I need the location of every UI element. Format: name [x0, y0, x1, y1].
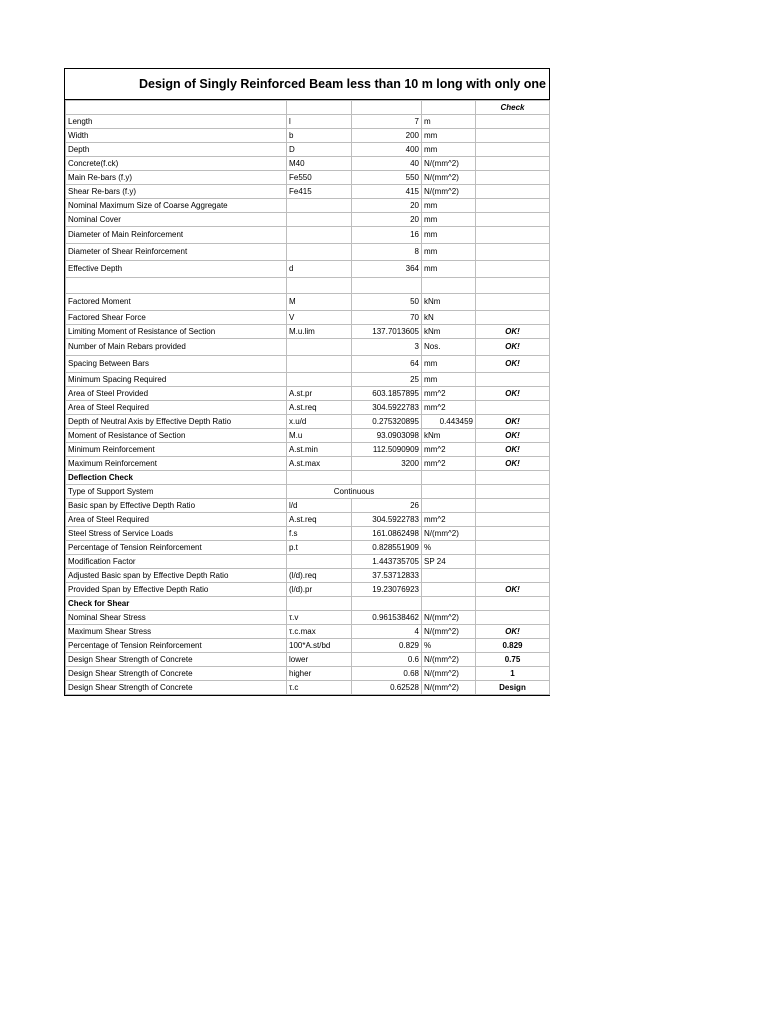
row-symbol[interactable]: Fe415: [287, 185, 352, 199]
empty-cell[interactable]: [287, 278, 352, 294]
section-heading[interactable]: Check for Shear: [66, 597, 287, 611]
row-symbol[interactable]: A.st.req: [287, 513, 352, 527]
table-row: [66, 471, 550, 485]
table-row: [66, 499, 550, 513]
row-value[interactable]: 112.5090909: [352, 443, 422, 457]
row-label[interactable]: Depth of Neutral Axis by Effective Depth Ratio: [66, 415, 287, 429]
row-unit[interactable]: N/(mm^2): [422, 653, 476, 667]
row-value[interactable]: 400: [352, 143, 422, 157]
table-row: [66, 339, 550, 356]
row-symbol[interactable]: x.u/d: [287, 415, 352, 429]
row-label[interactable]: Nominal Shear Stress: [66, 611, 287, 625]
table-row: [66, 611, 550, 625]
row-check[interactable]: [476, 199, 550, 213]
table-row: [66, 387, 550, 401]
row-label[interactable]: Modification Factor: [66, 555, 287, 569]
row-symbol[interactable]: A.st.req: [287, 401, 352, 415]
table-row: [66, 157, 550, 171]
row-check[interactable]: OK!: [476, 457, 550, 471]
row-value[interactable]: 137.7013605: [352, 325, 422, 339]
row-unit[interactable]: mm^2: [422, 401, 476, 415]
empty-cell[interactable]: [422, 597, 476, 611]
section-heading[interactable]: Deflection Check: [66, 471, 287, 485]
row-unit[interactable]: mm: [422, 244, 476, 261]
row-unit[interactable]: mm: [422, 356, 476, 373]
row-symbol[interactable]: (l/d).req: [287, 569, 352, 583]
row-symbol[interactable]: [287, 244, 352, 261]
row-unit[interactable]: kNm: [422, 294, 476, 311]
row-check[interactable]: [476, 499, 550, 513]
table-row: [66, 653, 550, 667]
table-row: [66, 513, 550, 527]
row-symbol[interactable]: f.s: [287, 527, 352, 541]
row-label[interactable]: Factored Moment: [66, 294, 287, 311]
row-unit[interactable]: mm^2: [422, 513, 476, 527]
row-check[interactable]: [476, 513, 550, 527]
row-value[interactable]: 16: [352, 227, 422, 244]
row-unit[interactable]: mm: [422, 129, 476, 143]
row-symbol[interactable]: [287, 199, 352, 213]
table-row: [66, 373, 550, 387]
row-check[interactable]: [476, 569, 550, 583]
row-value[interactable]: 70: [352, 311, 422, 325]
row-symbol[interactable]: τ.v: [287, 611, 352, 625]
row-unit[interactable]: SP 24: [422, 555, 476, 569]
row-check[interactable]: 1: [476, 667, 550, 681]
row-value[interactable]: 0.961538462: [352, 611, 422, 625]
row-check[interactable]: [476, 129, 550, 143]
row-label[interactable]: Type of Support System: [66, 485, 287, 499]
row-check[interactable]: OK!: [476, 387, 550, 401]
table-row: [66, 199, 550, 213]
table-row: [66, 171, 550, 185]
table-row: [66, 115, 550, 129]
row-value[interactable]: 415: [352, 185, 422, 199]
empty-cell[interactable]: [352, 278, 422, 294]
row-check[interactable]: [476, 541, 550, 555]
table-row: [66, 244, 550, 261]
row-label[interactable]: Diameter of Main Reinforcement: [66, 227, 287, 244]
row-label[interactable]: Factored Shear Force: [66, 311, 287, 325]
row-check[interactable]: OK!: [476, 429, 550, 443]
row-symbol[interactable]: p.t: [287, 541, 352, 555]
header-label-cell[interactable]: [66, 101, 287, 115]
row-unit[interactable]: mm: [422, 199, 476, 213]
table-row: [66, 325, 550, 339]
row-symbol[interactable]: D: [287, 143, 352, 157]
empty-cell[interactable]: [422, 485, 476, 499]
design-table-body: [66, 101, 550, 695]
empty-cell[interactable]: [476, 278, 550, 294]
row-check[interactable]: [476, 115, 550, 129]
row-unit[interactable]: N/(mm^2): [422, 157, 476, 171]
table-row: [66, 415, 550, 429]
row-symbol[interactable]: M.u.lim: [287, 325, 352, 339]
row-value[interactable]: 50: [352, 294, 422, 311]
row-check[interactable]: [476, 261, 550, 278]
row-label[interactable]: Basic span by Effective Depth Ratio: [66, 499, 287, 513]
header-value-cell[interactable]: [352, 101, 422, 115]
row-value[interactable]: 3200: [352, 457, 422, 471]
row-unit[interactable]: mm: [422, 227, 476, 244]
table-row: [66, 129, 550, 143]
row-label[interactable]: Length: [66, 115, 287, 129]
table-row: [66, 583, 550, 597]
table-row: [66, 311, 550, 325]
row-label[interactable]: Main Re-bars (f.y): [66, 171, 287, 185]
row-symbol[interactable]: b: [287, 129, 352, 143]
empty-cell[interactable]: [287, 471, 352, 485]
table-row: [66, 294, 550, 311]
design-table: [65, 100, 550, 695]
row-symbol[interactable]: Fe550: [287, 171, 352, 185]
row-label[interactable]: Number of Main Rebars provided: [66, 339, 287, 356]
row-label[interactable]: Moment of Resistance of Section: [66, 429, 287, 443]
row-unit[interactable]: mm: [422, 213, 476, 227]
row-unit[interactable]: N/(mm^2): [422, 171, 476, 185]
row-check[interactable]: OK!: [476, 625, 550, 639]
row-label[interactable]: Percentage of Tension Reinforcement: [66, 541, 287, 555]
row-check[interactable]: 0.829: [476, 639, 550, 653]
row-symbol[interactable]: [287, 213, 352, 227]
row-unit[interactable]: %: [422, 541, 476, 555]
row-value[interactable]: 25: [352, 373, 422, 387]
row-label[interactable]: Design Shear Strength of Concrete: [66, 681, 287, 695]
row-value[interactable]: 8: [352, 244, 422, 261]
empty-cell[interactable]: [476, 471, 550, 485]
row-unit[interactable]: kN: [422, 311, 476, 325]
row-value[interactable]: 40: [352, 157, 422, 171]
empty-cell[interactable]: [287, 597, 352, 611]
row-symbol[interactable]: τ.c: [287, 681, 352, 695]
row-label[interactable]: Area of Steel Required: [66, 513, 287, 527]
row-label[interactable]: Diameter of Shear Reinforcement: [66, 244, 287, 261]
row-check[interactable]: OK!: [476, 443, 550, 457]
row-label[interactable]: Effective Depth: [66, 261, 287, 278]
row-symbol[interactable]: higher: [287, 667, 352, 681]
table-row: [66, 485, 550, 499]
row-symbol[interactable]: M.u: [287, 429, 352, 443]
row-label[interactable]: Width: [66, 129, 287, 143]
table-row: [66, 213, 550, 227]
row-label[interactable]: Shear Re-bars (f.y): [66, 185, 287, 199]
row-unit[interactable]: [422, 499, 476, 513]
row-symbol[interactable]: [287, 555, 352, 569]
row-value[interactable]: 37.53712833: [352, 569, 422, 583]
row-label[interactable]: Maximum Reinforcement: [66, 457, 287, 471]
table-row: [66, 143, 550, 157]
row-value[interactable]: 4: [352, 625, 422, 639]
table-row: [66, 401, 550, 415]
row-value[interactable]: 0.62528: [352, 681, 422, 695]
row-value[interactable]: 161.0862498: [352, 527, 422, 541]
row-value[interactable]: 0.829: [352, 639, 422, 653]
row-symbol[interactable]: [287, 339, 352, 356]
row-unit[interactable]: N/(mm^2): [422, 185, 476, 199]
row-symbol[interactable]: [287, 227, 352, 244]
row-unit[interactable]: m: [422, 115, 476, 129]
row-value[interactable]: 20: [352, 213, 422, 227]
row-label[interactable]: Nominal Maximum Size of Coarse Aggregate: [66, 199, 287, 213]
row-check[interactable]: [476, 611, 550, 625]
row-value[interactable]: 20: [352, 199, 422, 213]
row-symbol[interactable]: A.st.pr: [287, 387, 352, 401]
row-value[interactable]: 19.23076923: [352, 583, 422, 597]
row-symbol[interactable]: M40: [287, 157, 352, 171]
row-check[interactable]: [476, 401, 550, 415]
row-value[interactable]: 64: [352, 356, 422, 373]
table-row: [66, 527, 550, 541]
row-check[interactable]: OK!: [476, 583, 550, 597]
row-unit[interactable]: mm^2: [422, 443, 476, 457]
empty-cell[interactable]: [352, 471, 422, 485]
table-row: [66, 443, 550, 457]
row-symbol[interactable]: d: [287, 261, 352, 278]
row-unit[interactable]: N/(mm^2): [422, 667, 476, 681]
row-symbol[interactable]: l: [287, 115, 352, 129]
empty-cell[interactable]: [422, 471, 476, 485]
row-label[interactable]: Steel Stress of Service Loads: [66, 527, 287, 541]
row-symbol[interactable]: (l/d).pr: [287, 583, 352, 597]
row-unit[interactable]: mm: [422, 261, 476, 278]
row-check[interactable]: OK!: [476, 339, 550, 356]
row-label[interactable]: Limiting Moment of Resistance of Section: [66, 325, 287, 339]
row-value[interactable]: 304.5922783: [352, 401, 422, 415]
sheet-title: Design of Singly Reinforced Beam less than 10 m long with only one: [65, 69, 549, 100]
row-unit[interactable]: kNm: [422, 429, 476, 443]
row-label[interactable]: Percentage of Tension Reinforcement: [66, 639, 287, 653]
row-label[interactable]: Area of Steel Provided: [66, 387, 287, 401]
row-unit[interactable]: [422, 569, 476, 583]
table-row: [66, 541, 550, 555]
table-row: [66, 639, 550, 653]
row-unit[interactable]: mm^2: [422, 457, 476, 471]
row-check[interactable]: [476, 294, 550, 311]
header-row: [66, 101, 550, 115]
row-check[interactable]: Design: [476, 681, 550, 695]
row-symbol[interactable]: V: [287, 311, 352, 325]
row-symbol[interactable]: l/d: [287, 499, 352, 513]
row-value[interactable]: 0.6: [352, 653, 422, 667]
row-check[interactable]: OK!: [476, 325, 550, 339]
row-symbol[interactable]: [287, 373, 352, 387]
row-label[interactable]: Minimum Spacing Required: [66, 373, 287, 387]
empty-cell[interactable]: [422, 278, 476, 294]
row-unit[interactable]: N/(mm^2): [422, 681, 476, 695]
table-row: [66, 555, 550, 569]
row-unit[interactable]: mm: [422, 143, 476, 157]
row-label[interactable]: Maximum Shear Stress: [66, 625, 287, 639]
row-unit[interactable]: mm^2: [422, 387, 476, 401]
row-unit[interactable]: kNm: [422, 325, 476, 339]
header-unit-cell[interactable]: [422, 101, 476, 115]
table-row: [66, 667, 550, 681]
row-check[interactable]: [476, 311, 550, 325]
spacer-row: [66, 278, 550, 294]
table-row: [66, 681, 550, 695]
row-value[interactable]: 26: [352, 499, 422, 513]
row-value[interactable]: 0.275320895: [352, 415, 422, 429]
table-row: [66, 429, 550, 443]
header-symbol-cell[interactable]: [287, 101, 352, 115]
row-check[interactable]: [476, 171, 550, 185]
row-check[interactable]: [476, 143, 550, 157]
empty-cell[interactable]: [352, 597, 422, 611]
row-check[interactable]: [476, 157, 550, 171]
table-row: [66, 227, 550, 244]
row-unit[interactable]: %: [422, 639, 476, 653]
row-check[interactable]: OK!: [476, 356, 550, 373]
row-symbol[interactable]: A.st.max: [287, 457, 352, 471]
row-symbol[interactable]: M: [287, 294, 352, 311]
row-value[interactable]: 3: [352, 339, 422, 356]
row-symbol[interactable]: τ.c.max: [287, 625, 352, 639]
row-value[interactable]: 1.443735705: [352, 555, 422, 569]
empty-cell[interactable]: [476, 597, 550, 611]
check-header[interactable]: Check: [476, 101, 550, 115]
table-row: [66, 261, 550, 278]
row-symbol[interactable]: 100*A.st/bd: [287, 639, 352, 653]
table-row: [66, 625, 550, 639]
row-value[interactable]: 200: [352, 129, 422, 143]
row-check[interactable]: [476, 555, 550, 569]
table-row: [66, 457, 550, 471]
row-unit[interactable]: 0.443459: [422, 415, 476, 429]
row-value[interactable]: 7: [352, 115, 422, 129]
row-check[interactable]: [476, 185, 550, 199]
row-check[interactable]: [476, 373, 550, 387]
table-row: [66, 569, 550, 583]
row-label[interactable]: Spacing Between Bars: [66, 356, 287, 373]
table-row: [66, 185, 550, 199]
table-row: [66, 597, 550, 611]
empty-cell[interactable]: [66, 278, 287, 294]
row-check[interactable]: [476, 213, 550, 227]
row-value[interactable]: 93.0903098: [352, 429, 422, 443]
row-label[interactable]: Area of Steel Required: [66, 401, 287, 415]
row-unit[interactable]: [422, 583, 476, 597]
row-value[interactable]: 0.828551909: [352, 541, 422, 555]
row-label[interactable]: Nominal Cover: [66, 213, 287, 227]
row-label[interactable]: Design Shear Strength of Concrete: [66, 667, 287, 681]
row-merged-value[interactable]: Continuous: [287, 485, 422, 499]
row-value[interactable]: 364: [352, 261, 422, 278]
row-symbol[interactable]: [287, 356, 352, 373]
row-label[interactable]: Concrete(f.ck): [66, 157, 287, 171]
row-label[interactable]: Provided Span by Effective Depth Ratio: [66, 583, 287, 597]
row-symbol[interactable]: lower: [287, 653, 352, 667]
row-unit[interactable]: N/(mm^2): [422, 611, 476, 625]
row-check[interactable]: OK!: [476, 415, 550, 429]
row-value[interactable]: 550: [352, 171, 422, 185]
empty-cell[interactable]: [476, 485, 550, 499]
spreadsheet: [64, 68, 550, 696]
row-label[interactable]: Minimum Reinforcement: [66, 443, 287, 457]
row-unit[interactable]: N/(mm^2): [422, 625, 476, 639]
row-value[interactable]: 603.1857895: [352, 387, 422, 401]
row-unit[interactable]: Nos.: [422, 339, 476, 356]
row-unit[interactable]: N/(mm^2): [422, 527, 476, 541]
row-label[interactable]: Design Shear Strength of Concrete: [66, 653, 287, 667]
row-label[interactable]: Adjusted Basic span by Effective Depth Ratio: [66, 569, 287, 583]
row-label[interactable]: Depth: [66, 143, 287, 157]
table-row: [66, 356, 550, 373]
row-value[interactable]: 0.68: [352, 667, 422, 681]
row-check[interactable]: [476, 244, 550, 261]
row-unit[interactable]: mm: [422, 373, 476, 387]
row-check[interactable]: [476, 527, 550, 541]
row-value[interactable]: 304.5922783: [352, 513, 422, 527]
row-check[interactable]: 0.75: [476, 653, 550, 667]
row-check[interactable]: [476, 227, 550, 244]
row-symbol[interactable]: A.st.min: [287, 443, 352, 457]
